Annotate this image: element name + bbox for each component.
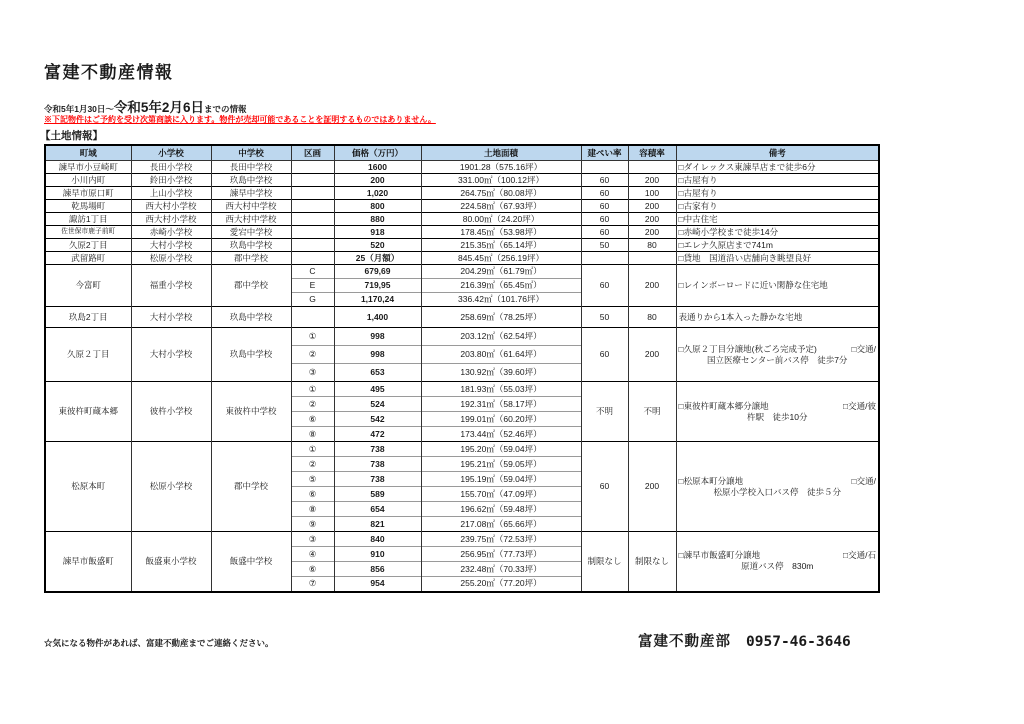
price-cell: 25（月額） xyxy=(334,252,421,265)
floor-area-ratio-cell: 200 xyxy=(628,442,676,532)
remark-cell xyxy=(676,200,879,213)
price-cell: 524 xyxy=(334,397,421,412)
price-cell: 542 xyxy=(334,412,421,427)
price-cell: 1600 xyxy=(334,161,421,174)
land-area-cell: 204.29㎡（61.79㎡） xyxy=(421,265,581,279)
remark-access-text: □交通/彼 xyxy=(843,400,876,411)
lot-section-cell: C xyxy=(291,265,334,279)
floor-area-ratio-cell: 200 xyxy=(628,328,676,382)
table-row xyxy=(45,213,879,226)
town-cell: 諫早市飯盛町 xyxy=(45,532,131,592)
floor-area-ratio-cell: 80 xyxy=(628,307,676,328)
floor-area-ratio-cell: 不明 xyxy=(628,382,676,442)
land-area-cell: 217.08㎡（65.66坪） xyxy=(421,517,581,532)
land-area-cell: 258.69㎡（78.25坪） xyxy=(421,307,581,328)
junior-high-school-cell: 玖島中学校 xyxy=(211,328,291,382)
warning-note: ※下記物件はご予約を受け次第商談に入ります。物件が売却可能であることを証明するものではありません。 xyxy=(44,115,436,124)
lot-section-cell: ② xyxy=(291,346,334,364)
land-area-cell: 192.31㎡（58.17坪） xyxy=(421,397,581,412)
land-area-cell: 845.45㎡（256.19坪） xyxy=(421,252,581,265)
date-range-line xyxy=(44,96,246,116)
floor-area-ratio-cell: 200 xyxy=(628,213,676,226)
remark-text: □中古住宅 xyxy=(678,213,718,224)
remark-text: □古屋有り xyxy=(678,174,718,185)
lot-section-cell xyxy=(291,226,334,239)
column-header: 中学校 xyxy=(211,145,291,161)
table-row xyxy=(45,200,879,213)
remark-text: □松原本町分譲地 xyxy=(678,475,744,486)
table-row xyxy=(45,226,879,239)
table-row xyxy=(45,328,879,346)
junior-high-school-cell: 愛宕中学校 xyxy=(211,226,291,239)
town-cell: 玖島2丁目 xyxy=(45,307,131,328)
remark-access-text: □交通/石 xyxy=(843,550,876,561)
land-area-cell: 232.48㎡（70.33坪） xyxy=(421,562,581,577)
remark-text: □諫早市飯盛町分譲地 xyxy=(678,550,761,561)
building-coverage-cell: 60 xyxy=(581,265,628,307)
land-area-cell: 199.01㎡（60.20坪） xyxy=(421,412,581,427)
lot-section-cell: ① xyxy=(291,328,334,346)
column-header: 建ぺい率 xyxy=(581,145,628,161)
land-area-cell: 195.21㎡（59.05坪） xyxy=(421,457,581,472)
lot-section-cell: ③ xyxy=(291,364,334,382)
lot-section-cell: ① xyxy=(291,442,334,457)
remark-text-line2: 松原小学校入口バス停 徒歩５分 xyxy=(713,486,841,497)
price-cell: 800 xyxy=(334,200,421,213)
lot-section-cell: ③ xyxy=(291,532,334,547)
land-area-cell: 178.45㎡（53.98坪） xyxy=(421,226,581,239)
price-cell: 856 xyxy=(334,562,421,577)
junior-high-school-cell: 西大村中学校 xyxy=(211,213,291,226)
building-coverage-cell: 50 xyxy=(581,307,628,328)
junior-high-school-cell: 郡中学校 xyxy=(211,442,291,532)
remark-cell xyxy=(676,328,879,382)
price-cell: 653 xyxy=(334,364,421,382)
junior-high-school-cell: 郡中学校 xyxy=(211,252,291,265)
town-cell: 諫早市小豆崎町 xyxy=(45,161,131,174)
remark-cell xyxy=(676,213,879,226)
elementary-school-cell: 上山小学校 xyxy=(131,187,211,200)
lot-section-cell xyxy=(291,174,334,187)
column-header: 備考 xyxy=(676,145,879,161)
lot-section-cell: ⑤ xyxy=(291,472,334,487)
lot-section-cell: ⑨ xyxy=(291,517,334,532)
lot-section-cell: ⑥ xyxy=(291,412,334,427)
lot-section-cell: ⑥ xyxy=(291,562,334,577)
price-cell: 738 xyxy=(334,457,421,472)
land-area-cell: 215.35㎡（65.14坪） xyxy=(421,239,581,252)
price-cell: 719,95 xyxy=(334,279,421,293)
remark-text-line2: 杵駅 徒歩10分 xyxy=(747,411,808,422)
remark-text: □古屋有り xyxy=(678,187,718,198)
building-coverage-cell: 60 xyxy=(581,174,628,187)
elementary-school-cell: 松原小学校 xyxy=(131,442,211,532)
date-prefix: 令和5年1月30日～ xyxy=(44,104,114,114)
land-area-cell: 80.00㎡（24.20坪） xyxy=(421,213,581,226)
junior-high-school-cell: 飯盛中学校 xyxy=(211,532,291,592)
junior-high-school-cell: 西大村中学校 xyxy=(211,200,291,213)
remark-cell xyxy=(676,226,879,239)
lot-section-cell: E xyxy=(291,279,334,293)
remark-text: □ダイレックス東諫早店まで徒歩6分 xyxy=(678,161,816,172)
lot-section-cell xyxy=(291,239,334,252)
floor-area-ratio-cell: 制限なし xyxy=(628,532,676,592)
table-row xyxy=(45,174,879,187)
junior-high-school-cell: 玖島中学校 xyxy=(211,239,291,252)
remark-cell xyxy=(676,174,879,187)
land-area-cell: 239.75㎡（72.53坪） xyxy=(421,532,581,547)
remark-text-line2: 国立医療センター前バス停 徒歩7分 xyxy=(707,354,848,365)
lot-section-cell xyxy=(291,307,334,328)
floor-area-ratio-cell: 200 xyxy=(628,265,676,307)
phone-number: 0957-46-3646 xyxy=(746,634,851,650)
elementary-school-cell: 彼杵小学校 xyxy=(131,382,211,442)
table-row xyxy=(45,442,879,457)
land-area-cell: 173.44㎡（52.46坪） xyxy=(421,427,581,442)
remark-text: □赤崎小学校まで徒歩14分 xyxy=(678,226,779,237)
junior-high-school-cell: 長田中学校 xyxy=(211,161,291,174)
floor-area-ratio-cell: 100 xyxy=(628,187,676,200)
building-coverage-cell: 60 xyxy=(581,213,628,226)
town-cell: 東彼杵町蔵本郷 xyxy=(45,382,131,442)
table-body xyxy=(45,161,879,592)
elementary-school-cell: 西大村小学校 xyxy=(131,200,211,213)
town-cell: 乾馬場町 xyxy=(45,200,131,213)
price-cell: 840 xyxy=(334,532,421,547)
junior-high-school-cell: 東彼杵中学校 xyxy=(211,382,291,442)
elementary-school-cell: 赤崎小学校 xyxy=(131,226,211,239)
price-cell: 998 xyxy=(334,346,421,364)
elementary-school-cell: 福重小学校 xyxy=(131,265,211,307)
footer-note: ☆気になる物件があれば、富建不動産までご連絡ください。 xyxy=(44,638,274,648)
town-cell: 諫早市原口町 xyxy=(45,187,131,200)
table-row xyxy=(45,307,879,328)
column-header: 容積率 xyxy=(628,145,676,161)
building-coverage-cell: 50 xyxy=(581,239,628,252)
building-coverage-cell: 60 xyxy=(581,187,628,200)
price-cell: 200 xyxy=(334,174,421,187)
land-area-cell: 1901.28（575.16坪） xyxy=(421,161,581,174)
price-cell: 679,69 xyxy=(334,265,421,279)
price-cell: 821 xyxy=(334,517,421,532)
date-suffix: までの情報 xyxy=(203,104,247,114)
table-row xyxy=(45,382,879,397)
price-cell: 738 xyxy=(334,442,421,457)
header-row xyxy=(45,145,879,161)
town-cell: 武留路町 xyxy=(45,252,131,265)
remark-cell xyxy=(676,307,879,328)
lot-section-cell: ⑧ xyxy=(291,427,334,442)
footer-contact xyxy=(638,630,851,651)
remark-cell xyxy=(676,532,879,592)
land-area-cell: 195.20㎡（59.04坪） xyxy=(421,442,581,457)
elementary-school-cell: 鈴田小学校 xyxy=(131,174,211,187)
land-area-cell: 216.39㎡（65.45㎡） xyxy=(421,279,581,293)
remark-access-text: □交通/ xyxy=(851,343,876,354)
elementary-school-cell: 長田小学校 xyxy=(131,161,211,174)
table-row xyxy=(45,239,879,252)
building-coverage-cell: 60 xyxy=(581,200,628,213)
remark-text: □古家有り xyxy=(678,200,718,211)
price-cell: 998 xyxy=(334,328,421,346)
floor-area-ratio-cell xyxy=(628,161,676,174)
lot-section-cell xyxy=(291,161,334,174)
table-row xyxy=(45,265,879,279)
elementary-school-cell: 飯盛東小学校 xyxy=(131,532,211,592)
remark-cell xyxy=(676,252,879,265)
page-title: 富建不動産情報 xyxy=(44,63,174,82)
building-coverage-cell: 60 xyxy=(581,328,628,382)
building-coverage-cell xyxy=(581,252,628,265)
price-cell: 880 xyxy=(334,213,421,226)
town-cell: 松原本町 xyxy=(45,442,131,532)
town-cell: 諏訪1丁目 xyxy=(45,213,131,226)
elementary-school-cell: 松原小学校 xyxy=(131,252,211,265)
section-label-land-info: 【土地情報】 xyxy=(40,130,103,142)
lot-section-cell xyxy=(291,200,334,213)
elementary-school-cell: 西大村小学校 xyxy=(131,213,211,226)
price-cell: 1,020 xyxy=(334,187,421,200)
date-main: 令和5年2月6日 xyxy=(113,100,204,115)
price-cell: 654 xyxy=(334,502,421,517)
column-header: 区画 xyxy=(291,145,334,161)
land-area-cell: 336.42㎡（101.76坪） xyxy=(421,293,581,307)
town-cell: 今富町 xyxy=(45,265,131,307)
town-cell: 久原２丁目 xyxy=(45,328,131,382)
lot-section-cell: ② xyxy=(291,457,334,472)
price-cell: 1,400 xyxy=(334,307,421,328)
land-area-cell: 331.00㎡（100.12坪） xyxy=(421,174,581,187)
remark-cell xyxy=(676,239,879,252)
column-header: 町域 xyxy=(45,145,131,161)
land-area-cell: 255.20㎡（77.20坪） xyxy=(421,577,581,592)
table-row xyxy=(45,161,879,174)
land-info-table xyxy=(44,144,880,593)
lot-section-cell: ④ xyxy=(291,547,334,562)
price-cell: 910 xyxy=(334,547,421,562)
elementary-school-cell: 大村小学校 xyxy=(131,239,211,252)
remark-text: 表通りから1本入った静かな宅地 xyxy=(678,311,803,322)
lot-section-cell xyxy=(291,187,334,200)
land-area-cell: 203.80㎡（61.64坪） xyxy=(421,346,581,364)
price-cell: 495 xyxy=(334,382,421,397)
land-area-cell: 181.93㎡（55.03坪） xyxy=(421,382,581,397)
remark-cell xyxy=(676,187,879,200)
lot-section-cell xyxy=(291,213,334,226)
lot-section-cell: G xyxy=(291,293,334,307)
junior-high-school-cell: 郡中学校 xyxy=(211,265,291,307)
floor-area-ratio-cell: 200 xyxy=(628,200,676,213)
land-area-cell: 196.62㎡（59.48坪） xyxy=(421,502,581,517)
table-row xyxy=(45,187,879,200)
floor-area-ratio-cell: 80 xyxy=(628,239,676,252)
table-row xyxy=(45,532,879,547)
table-row xyxy=(45,252,879,265)
land-area-cell: 264.75㎡（80.08坪） xyxy=(421,187,581,200)
remark-access-text: □交通/ xyxy=(851,475,876,486)
price-cell: 954 xyxy=(334,577,421,592)
column-header: 小学校 xyxy=(131,145,211,161)
price-cell: 1,170,24 xyxy=(334,293,421,307)
floor-area-ratio-cell: 200 xyxy=(628,174,676,187)
price-cell: 589 xyxy=(334,487,421,502)
land-area-cell: 203.12㎡（62.54坪） xyxy=(421,328,581,346)
land-area-cell: 256.95㎡（77.73坪） xyxy=(421,547,581,562)
column-header: 土地面積 xyxy=(421,145,581,161)
remark-text: □東彼杵町蔵本郷分譲地 xyxy=(678,400,769,411)
remark-text: □久原２丁目分譲地(秋ごろ完成予定) xyxy=(678,343,817,354)
price-cell: 472 xyxy=(334,427,421,442)
remark-cell xyxy=(676,382,879,442)
building-coverage-cell: 制限なし xyxy=(581,532,628,592)
elementary-school-cell: 大村小学校 xyxy=(131,307,211,328)
building-coverage-cell: 60 xyxy=(581,226,628,239)
land-area-cell: 195.19㎡（59.04坪） xyxy=(421,472,581,487)
lot-section-cell: ⑦ xyxy=(291,577,334,592)
remark-cell xyxy=(676,161,879,174)
floor-area-ratio-cell: 200 xyxy=(628,226,676,239)
land-area-cell: 224.58㎡（67.93坪） xyxy=(421,200,581,213)
remark-text: □貸地 国道沿い店舗向き眺望良好 xyxy=(678,252,812,263)
footer-department: 富建不動産部 xyxy=(638,634,731,650)
remark-text: □エレナ久原店まで741m xyxy=(678,239,773,250)
lot-section-cell: ⑧ xyxy=(291,502,334,517)
town-cell: 佐世保市鹿子前町 xyxy=(45,226,131,239)
elementary-school-cell: 大村小学校 xyxy=(131,328,211,382)
price-cell: 520 xyxy=(334,239,421,252)
town-cell: 小川内町 xyxy=(45,174,131,187)
junior-high-school-cell: 玖島中学校 xyxy=(211,307,291,328)
price-cell: 738 xyxy=(334,472,421,487)
land-area-cell: 130.92㎡（39.60坪） xyxy=(421,364,581,382)
junior-high-school-cell: 諫早中学校 xyxy=(211,187,291,200)
lot-section-cell: ① xyxy=(291,382,334,397)
land-area-cell: 155.70㎡（47.09坪） xyxy=(421,487,581,502)
town-cell: 久原2丁目 xyxy=(45,239,131,252)
lot-section-cell xyxy=(291,252,334,265)
remark-text-line2: 原道バス停 830m xyxy=(741,561,814,572)
column-header: 価格（万円） xyxy=(334,145,421,161)
lot-section-cell: ② xyxy=(291,397,334,412)
remark-cell xyxy=(676,442,879,532)
table-header xyxy=(45,145,879,161)
building-coverage-cell xyxy=(581,161,628,174)
building-coverage-cell: 60 xyxy=(581,442,628,532)
floor-area-ratio-cell xyxy=(628,252,676,265)
remark-text: □レインボーロードに近い閑静な住宅地 xyxy=(678,280,828,291)
price-cell: 918 xyxy=(334,226,421,239)
remark-cell xyxy=(676,265,879,307)
junior-high-school-cell: 玖島中学校 xyxy=(211,174,291,187)
building-coverage-cell: 不明 xyxy=(581,382,628,442)
lot-section-cell: ⑥ xyxy=(291,487,334,502)
